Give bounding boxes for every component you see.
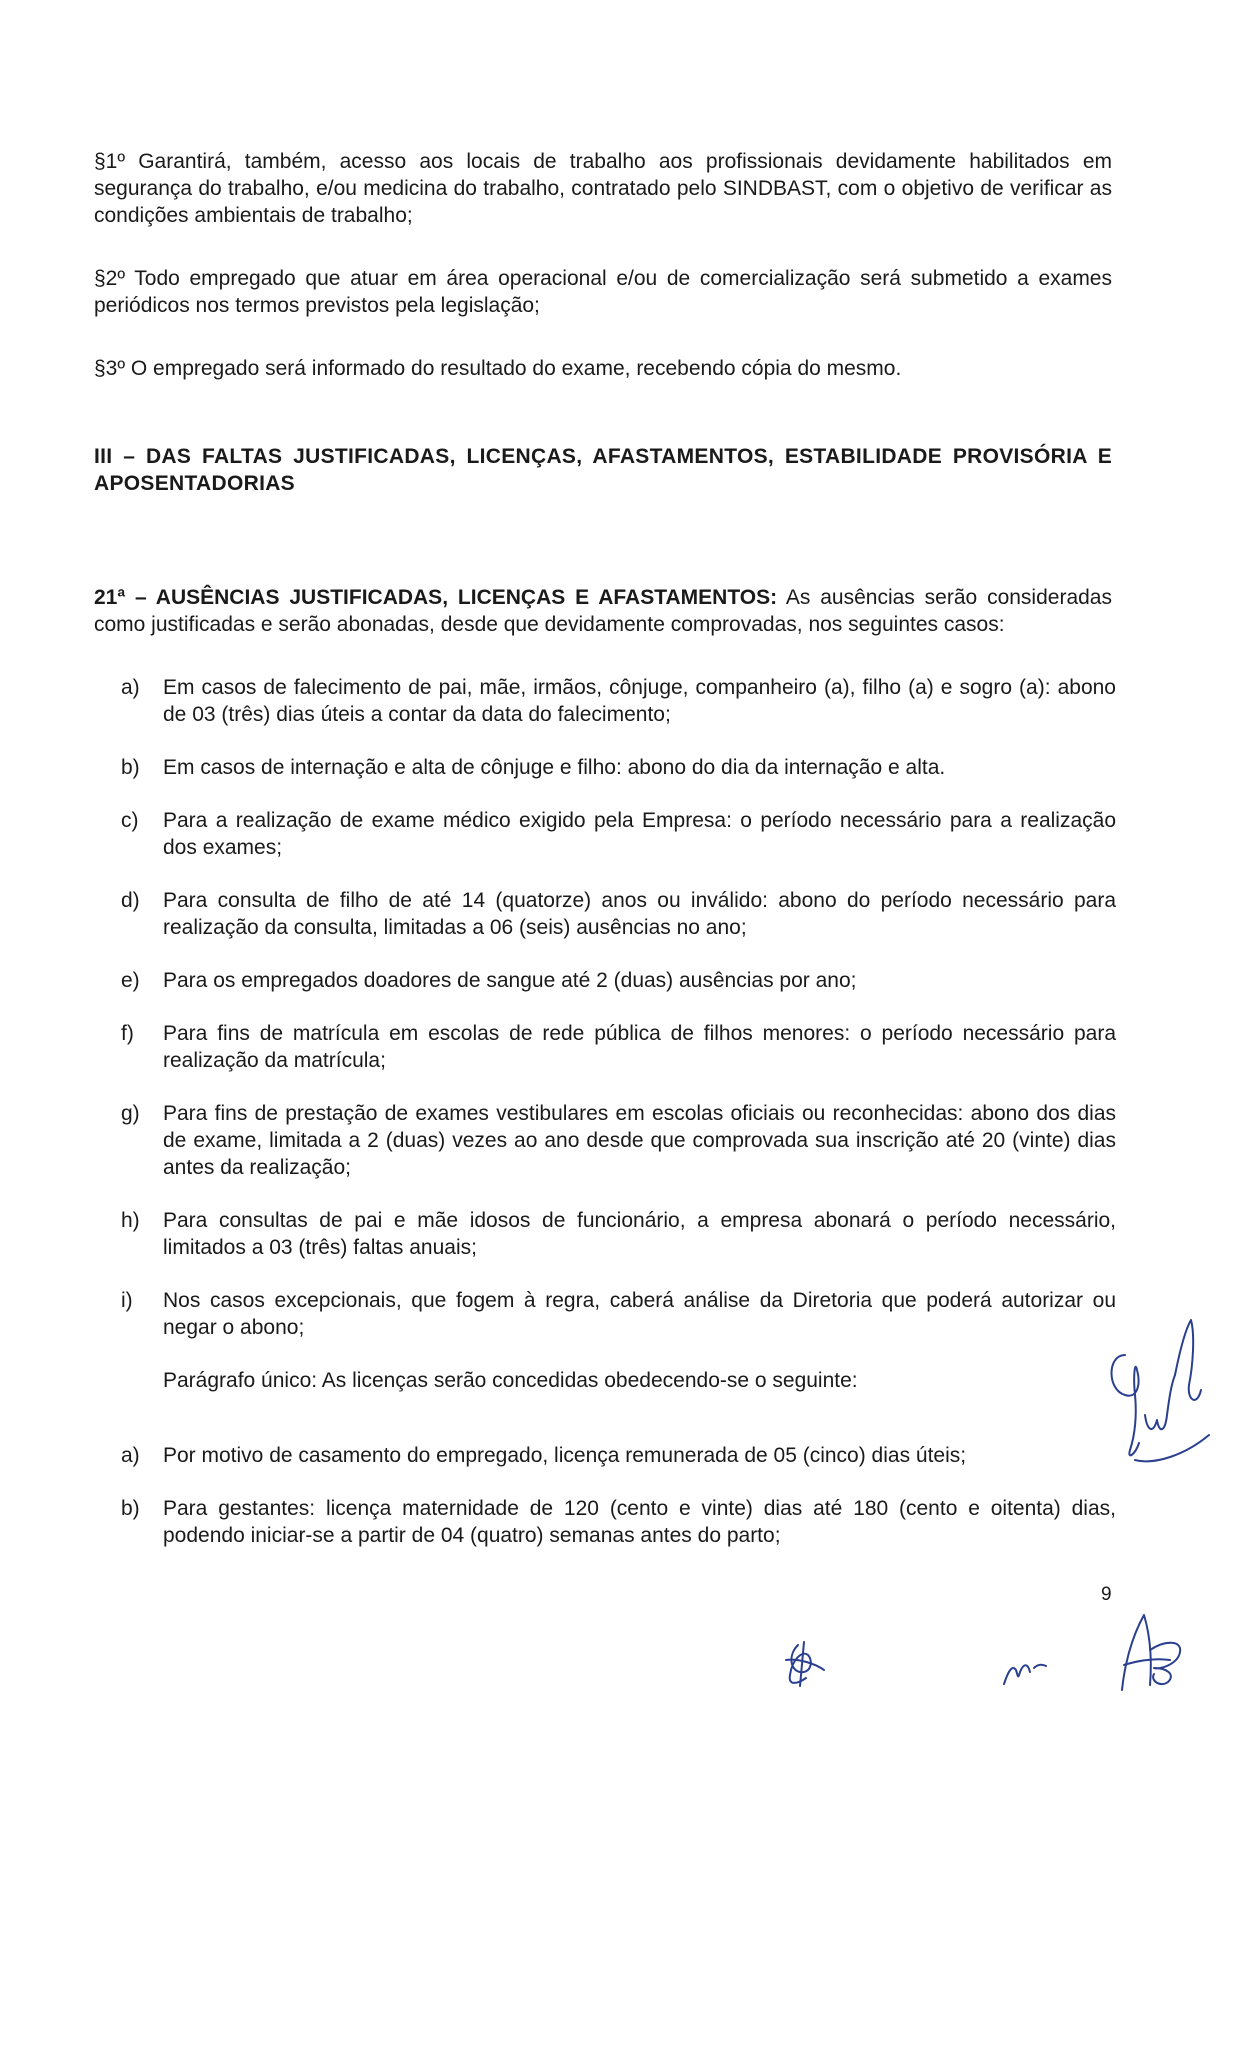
clause-title: 21ª – AUSÊNCIAS JUSTIFICADAS, LICENÇAS E AFASTAMENTOS: xyxy=(94,586,778,609)
list-item: b) Para gestantes: licença maternidade de 120 (cento e vinte) dias até 180 (cento e oitenta) dias, podendo iniciar-se a partir de 04 (quatro) semanas antes do parto; xyxy=(121,1497,1116,1547)
page-number: 9 xyxy=(1101,1584,1112,1605)
paragraph-3: §3º O empregado será informado do resultado do exame, recebendo cópia do mesmo. xyxy=(94,357,902,380)
licenses-list xyxy=(121,1442,1116,1549)
initials-signature-right xyxy=(1110,1610,1190,1695)
paragrafo-unico: Parágrafo único: As licenças serão concedidas obedecendo-se o seguinte: xyxy=(163,1369,858,1392)
list-item: g) Para fins de prestação de exames vestibulares em escolas oficiais ou reconhecidas: abono dos dias de exame, limitada a 2 (duas) vezes ao ano desde que comprovada sua inscrição até 20 (vinte) dias antes da realização; xyxy=(121,1102,1116,1179)
list-item: a) Em casos de falecimento de pai, mãe, irmãos, cônjuge, companheiro (a), filho (a) e sogro (a): abono de 03 (três) dias úteis a contar da data do falecimento; xyxy=(121,676,1116,726)
document-page xyxy=(94,148,1116,1575)
list-item: i) Nos casos excepcionais, que fogem à regra, caberá análise da Diretoria que poderá autorizar ou negar o abono; xyxy=(121,1289,1116,1339)
paragraph-1: §1º Garantirá, também, acesso aos locais de trabalho aos profissionais devidamente habilitados em segurança do trabalho, e/ou medicina do trabalho, contratado pelo SINDBAST, com o objetivo de verificar as condições ambientais de trabalho; xyxy=(94,150,1112,227)
clause-21 xyxy=(94,584,1112,638)
initials-signature-left xyxy=(778,1640,838,1690)
list-item: e) Para os empregados doadores de sangue até 2 (duas) ausências por ano; xyxy=(121,969,857,992)
list-item: h) Para consultas de pai e mãe idosos de funcionário, a empresa abonará o período necessário, limitados a 03 (três) faltas anuais; xyxy=(121,1209,1116,1259)
list-item: c) Para a realização de exame médico exigido pela Empresa: o período necessário para a realização dos exames; xyxy=(121,809,1116,859)
list-item: a) Por motivo de casamento do empregado, licença remunerada de 05 (cinco) dias úteis; xyxy=(121,1444,967,1467)
clause-intro: As ausências serão consideradas como justificadas e serão abonadas, desde que devidamente comprovadas, nos seguintes casos: xyxy=(94,586,1112,636)
section-heading: III – DAS FALTAS JUSTIFICADAS, LICENÇAS, AFASTAMENTOS, ESTABILIDADE PROVISÓRIA E APOSENTADORIAS xyxy=(94,445,1112,495)
list-item: d) Para consulta de filho de até 14 (quatorze) anos ou inválido: abono do período necessário para realização da consulta, limitadas a 06 (seis) ausências no ano; xyxy=(121,889,1116,939)
margin-initials-signature xyxy=(1105,1315,1225,1475)
initials-signature-middle xyxy=(1000,1650,1060,1690)
absences-list xyxy=(121,674,1116,1341)
list-item: b) Em casos de internação e alta de cônjuge e filho: abono do dia da internação e alta. xyxy=(121,756,946,779)
paragraph-2: §2º Todo empregado que atuar em área operacional e/ou de comercialização será submetido a exames periódicos nos termos previstos pela legislação; xyxy=(94,267,1112,317)
list-item: f) Para fins de matrícula em escolas de rede pública de filhos menores: o período necessário para realização da matrícula; xyxy=(121,1022,1116,1072)
